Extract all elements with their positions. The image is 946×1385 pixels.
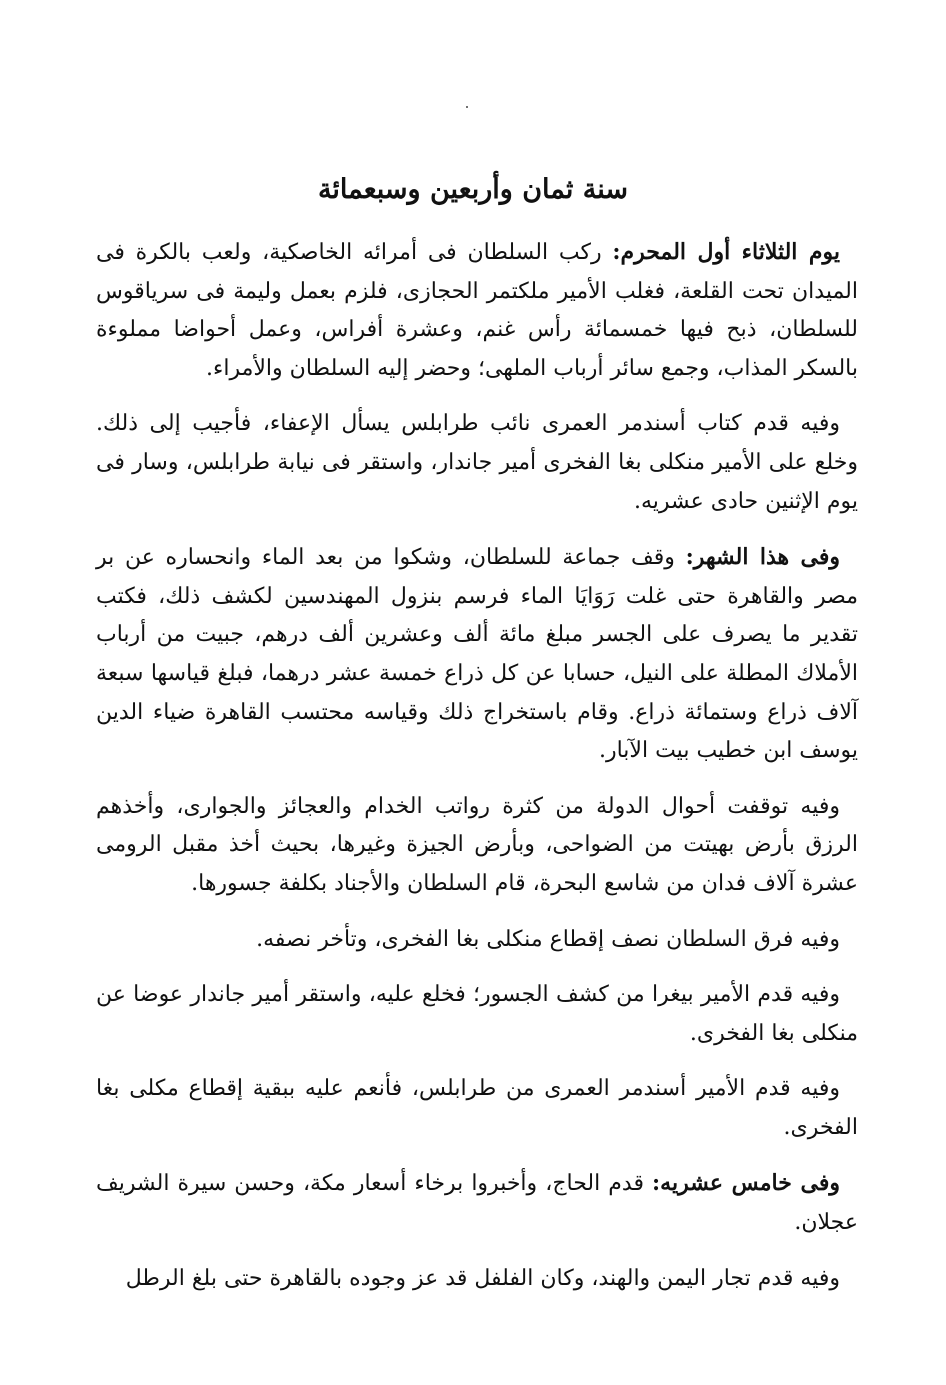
- paragraph: [96, 538, 858, 771]
- paragraph-text: وقف جماعة للسلطان، وشكوا من بعد الماء وانحساره عن بر مصر والقاهرة حتى غلت رَوَايَا الماء فرسم بنزول المهندسين لكشف ذلك، فكتب تقدير ما يصرف على الجسر مبلغ مائة ألف وعشرين ألف درهم، جبيت من أرباب الأملاك المطلة على النيل، حسابا عن كل ذراع خمسة عشر درهما، فبلغ قياسها سبعة آلاف ذراع وستمائة ذراع. وقام باستخراج ذلك وقياسه محتسب القاهرة ضياء الدين يوسف ابن خطيب بيت الآبار.: [96, 545, 858, 764]
- paragraph-text: قدم الحاج، وأخبروا برخاء أسعار مكة، وحسن سيرة الشريف عجلان.: [96, 1171, 858, 1236]
- paragraph: [96, 788, 858, 904]
- paragraph: [96, 976, 858, 1053]
- paragraph-lead: يوم الثلاثاء أول المحرم:: [612, 239, 840, 265]
- paragraph-text: وفيه قدم كتاب أسندمر العمرى نائب طرابلس يسأل الإعفاء، فأجيب إلى ذلك. وخلع على الأمير منكلى بغا الفخرى أمير جاندار، واستقر فى نيابة طرابلس، وسار فى يوم الإثنين حادى عشريه.: [96, 411, 858, 514]
- paragraph-text: وفيه قدم تجار اليمن والهند، وكان الفلفل قد عز وجوده بالقاهرة حتى بلغ الرطل: [125, 1265, 840, 1291]
- paragraph: [96, 405, 858, 521]
- paragraph: [96, 233, 858, 388]
- document-body: [96, 233, 858, 1315]
- paragraph-text: وفيه فرق السلطان نصف إقطاع منكلى بغا الفخرى، وتأخر نصفه.: [256, 926, 840, 952]
- paragraph-text: ركب السلطان فى أمرائه الخاصكية، ولعب بالكرة فى الميدان تحت القلعة، فغلب الأمير ملكتمر الحجازى، فلزم بعمل وليمة فى سرياقوس للسلطان، ذبح فيها خمسمائة رأس غنم، وعشرة أفراس، وعمل أحواضا مملوءة بالسكر المذاب، وجمع سائر أرباب الملهى؛ وحضر إليه السلطان والأمراء.: [96, 240, 858, 381]
- page-title: سنة ثمان وأربعين وسبعمائة: [317, 174, 629, 205]
- paragraph-lead: وفى هذا الشهر:: [685, 544, 840, 571]
- paragraph: [96, 1260, 858, 1299]
- paragraph: [96, 921, 858, 960]
- page-mark: [466, 106, 468, 108]
- paragraph-lead: وفى خامس عشريه:: [652, 1170, 841, 1197]
- paragraph-text: وفيه توقفت أحوال الدولة من كثرة رواتب الخدام والعجائز والجوارى، وأخذهم الرزق بأرض بهيتت من الضواحى، وبأرض الجيزة وغيرها، بحيث أخذ مقبل الرومى عشرة آلاف فدان من شاسع البحرة، قام السلطان والأجناد بكلفة جسورها.: [96, 793, 858, 896]
- paragraph-text: وفيه قدم الأمير أسندمر العمرى من طرابلس، فأنعم عليه ببقية إقطاع مكلى بغا الفخرى.: [96, 1076, 858, 1140]
- paragraph: [96, 1070, 858, 1147]
- paragraph: [96, 1164, 858, 1242]
- paragraph-text: وفيه قدم الأمير بيغرا من كشف الجسور؛ فخلع عليه، واستقر أمير جاندار عوضا عن منكلى بغا الفخرى.: [96, 982, 858, 1046]
